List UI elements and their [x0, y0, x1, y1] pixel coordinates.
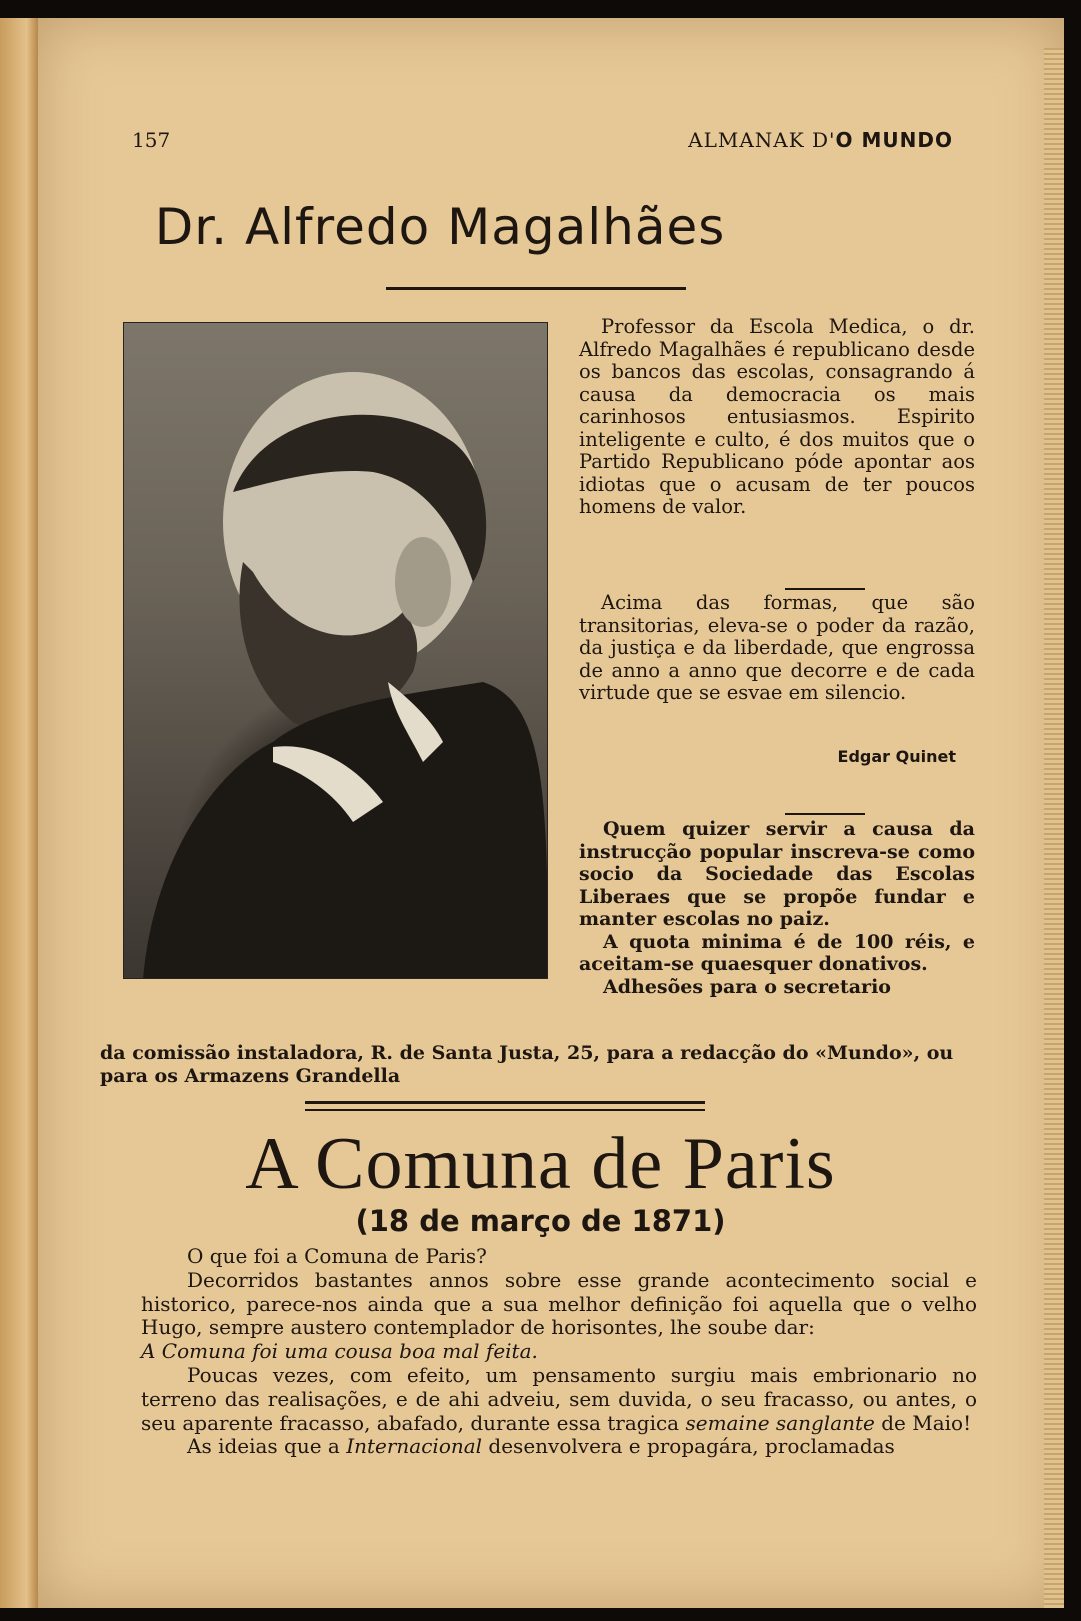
page-edge — [1044, 48, 1064, 1608]
running-title-brand: O MUNDO — [835, 128, 953, 152]
notice-paragraph-2: A quota minima é de 100 réis, e aceitam-se quaesquer donativos. — [579, 930, 975, 975]
paragraph-3-text: Poucas vezes, com efeito, um pensamento surgiu mais embrionario no terreno das realisações, e de ahi adveiu, sem duvida, o seu fracasso, ou antes, o seu aparente fracasso, abafado, durante essa tragica — [141, 1362, 977, 1435]
paragraph-3-italic: semaine sanglante — [685, 1410, 875, 1435]
article-title-magalhaes: Dr. Alfredo Magalhães — [154, 198, 726, 256]
bio-paragraph — [579, 316, 975, 519]
page-number: 157 — [132, 128, 171, 152]
running-title — [688, 128, 953, 152]
page-header — [0, 128, 1081, 158]
paragraph-3 — [141, 1364, 977, 1435]
paragraph-4-start: As ideias que a — [187, 1434, 340, 1459]
article-title-comuna: A Comuna de Paris — [245, 1123, 836, 1205]
quote-paragraph — [579, 592, 975, 705]
bio-text: Professor da Escola Medica, o dr. Alfredo Magalhães é republicano desde os bancos das escolas, consagrando á causa da democracia os mais carinhosos entusiasmos. Espirito inteligente e culto, é dos muitos que o Partido Republicano póde apontar aos idiotas que o acusam de ter poucos homens de valor. — [579, 315, 975, 518]
notice-paragraph-3-continued: da comissão instaladora, R. de Santa Justa, 25, para a redacção do «Mundo», ou para os Armazens Grandella — [100, 1042, 954, 1087]
article-subtitle: (18 de março de 1871) — [355, 1204, 726, 1238]
quote-text: Acima das formas, que são transitorias, eleva-se o poder da razão, da justiça e da liberdade, que engrossa de anno a anno que decorre e de cada virtude que se esvae em silencio. — [579, 591, 975, 704]
paragraph-1: O que foi a Comuna de Paris? — [187, 1244, 487, 1268]
paragraph-4-end: desenvolvera e propagára, proclamadas — [488, 1434, 895, 1459]
hugo-quote: A Comuna foi uma cousa boa mal feita. — [141, 1339, 538, 1364]
notice-column — [579, 818, 975, 998]
portrait-photo — [123, 322, 548, 979]
paragraph-2 — [141, 1269, 977, 1364]
book-spine — [0, 18, 38, 1608]
paragraph-4 — [141, 1435, 977, 1459]
notice-paragraph-1: Quem quizer servir a causa da instrucção popular inscreva-se como socio da Sociedade das Escolas Liberaes que se propõe fundar e manter escolas no paiz. — [579, 818, 975, 930]
paragraph-2-text: Decorridos bastantes annos sobre esse grande acontecimento social e historico, parece-nos ainda que a sua melhor definição foi aquella que o velho Hugo, sempre austero contemplador de horisontes, lhe soube dar: — [141, 1267, 977, 1340]
section-rule — [785, 588, 865, 590]
portrait-figure — [123, 322, 548, 979]
notice-paragraph-3-start: Adhesões para o secretario — [603, 975, 891, 998]
article-body — [141, 1245, 977, 1459]
quote-author: Edgar Quinet — [837, 747, 956, 766]
paragraph-4-italic: Internacional — [346, 1434, 483, 1459]
article-separator — [305, 1101, 705, 1111]
running-title-prefix: ALMANAK D' — [688, 128, 836, 152]
title-rule — [386, 287, 686, 290]
paragraph-3-end: de Maio! — [881, 1410, 972, 1435]
section-rule — [785, 813, 865, 815]
